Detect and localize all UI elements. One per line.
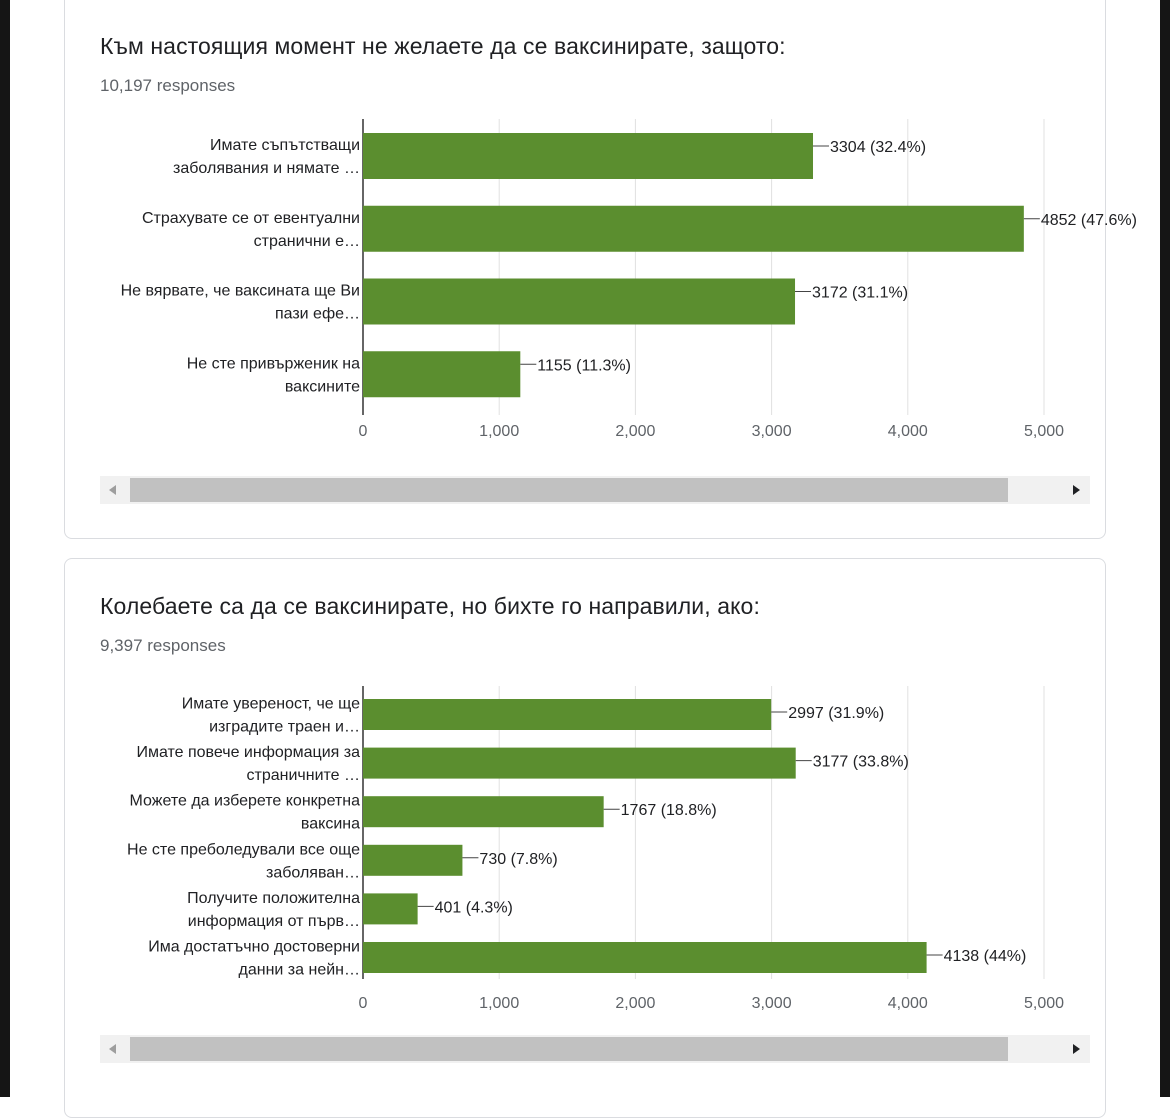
- response-count: 10,197 responses: [100, 76, 236, 95]
- bar: [363, 748, 796, 779]
- data-label: 1155 (11.3%): [537, 357, 631, 375]
- question-title: Към настоящия момент не желаете да се ваксинирате, защото:: [100, 33, 786, 59]
- category-label: заболявания и нямате …: [173, 160, 360, 177]
- bar-chart: [100, 124, 1137, 464]
- bar: [363, 133, 813, 179]
- scroll-left-arrow-icon[interactable]: [109, 485, 116, 495]
- bar: [363, 893, 418, 924]
- category-label: Можете да изберете конкретна: [129, 792, 360, 810]
- x-tick-label: 4,000: [887, 995, 928, 1012]
- x-tick-label: 0: [358, 995, 368, 1012]
- x-tick-label: 0: [358, 423, 368, 440]
- data-label: 3304 (32.4%): [830, 139, 927, 156]
- category-label: странични е…: [253, 232, 360, 250]
- bar: [363, 699, 771, 730]
- x-tick-label: 3,000: [751, 995, 792, 1012]
- x-tick-label: 1,000: [479, 423, 520, 440]
- x-tick-label: 4,000: [887, 423, 928, 440]
- x-tick-label: 5,000: [1023, 995, 1065, 1012]
- category-label: Не сте привърженик на: [186, 355, 360, 373]
- bar: [363, 206, 1024, 252]
- category-label: Има достатъчно достоверни: [148, 938, 360, 956]
- category-label: информация от първ…: [187, 912, 360, 930]
- category-label: Имате увереност, че ще: [181, 695, 360, 713]
- question-card: [64, 558, 1106, 1118]
- category-label: ваксина: [300, 815, 360, 833]
- bar: [363, 796, 604, 827]
- horizontal-scrollbar[interactable]: [100, 476, 1090, 504]
- category-label: Не вярвате, че ваксината ще Ви: [120, 282, 360, 300]
- x-tick-label: 5,000: [1023, 423, 1065, 440]
- question-title: Колебаете са да се ваксинирате, но бихте го направили, ако:: [100, 593, 760, 619]
- bar-chart-svg: [100, 684, 1090, 1034]
- bar: [363, 279, 795, 325]
- screen-edge-left: [0, 0, 10, 1097]
- data-label: 401 (4.3%): [434, 899, 513, 917]
- data-label: 730 (7.8%): [479, 850, 558, 868]
- category-label: данни за нейн…: [238, 961, 360, 979]
- category-label: Страхувате се от евентуални: [142, 209, 360, 227]
- horizontal-scrollbar[interactable]: [100, 1035, 1090, 1063]
- scroll-right-arrow-icon[interactable]: [1073, 485, 1080, 495]
- data-label: 3172 (31.1%): [812, 284, 909, 302]
- data-label: 3177 (33.8%): [812, 753, 909, 771]
- scrollbar-thumb[interactable]: [130, 1037, 1008, 1061]
- bar: [363, 351, 520, 397]
- scroll-right-arrow-icon[interactable]: [1073, 1044, 1080, 1054]
- response-count: 9,397 responses: [100, 636, 226, 655]
- data-label: 4138 (44%): [943, 948, 1027, 965]
- x-tick-label: 1,000: [479, 995, 520, 1012]
- scroll-left-arrow-icon[interactable]: [109, 1044, 116, 1054]
- category-label: Имате повече информация за: [136, 744, 360, 762]
- screen-edge-right: [1160, 0, 1170, 1097]
- bar: [363, 845, 462, 876]
- category-label: Получите положителна: [187, 889, 360, 907]
- data-label: 2997 (31.9%): [788, 705, 885, 722]
- category-label: Имате съпътстващи: [210, 137, 360, 154]
- x-tick-label: 3,000: [751, 423, 792, 440]
- category-label: заболяван…: [266, 864, 360, 882]
- category-label: изградите траен и…: [209, 718, 360, 736]
- bar: [363, 942, 927, 973]
- bar-chart-svg: [100, 124, 1137, 464]
- data-label: 1767 (18.8%): [620, 802, 717, 820]
- bar-chart: [100, 684, 1090, 1034]
- category-label: страничните …: [246, 767, 360, 785]
- x-tick-label: 2,000: [615, 423, 656, 440]
- scrollbar-thumb[interactable]: [130, 478, 1008, 502]
- category-label: Не сте преболедували все още: [127, 841, 360, 859]
- category-label: ваксините: [284, 378, 360, 396]
- x-tick-label: 2,000: [615, 995, 656, 1012]
- question-card: [64, 0, 1137, 539]
- category-label: пази ефе…: [274, 305, 360, 323]
- data-label: 4852 (47.6%): [1040, 211, 1137, 229]
